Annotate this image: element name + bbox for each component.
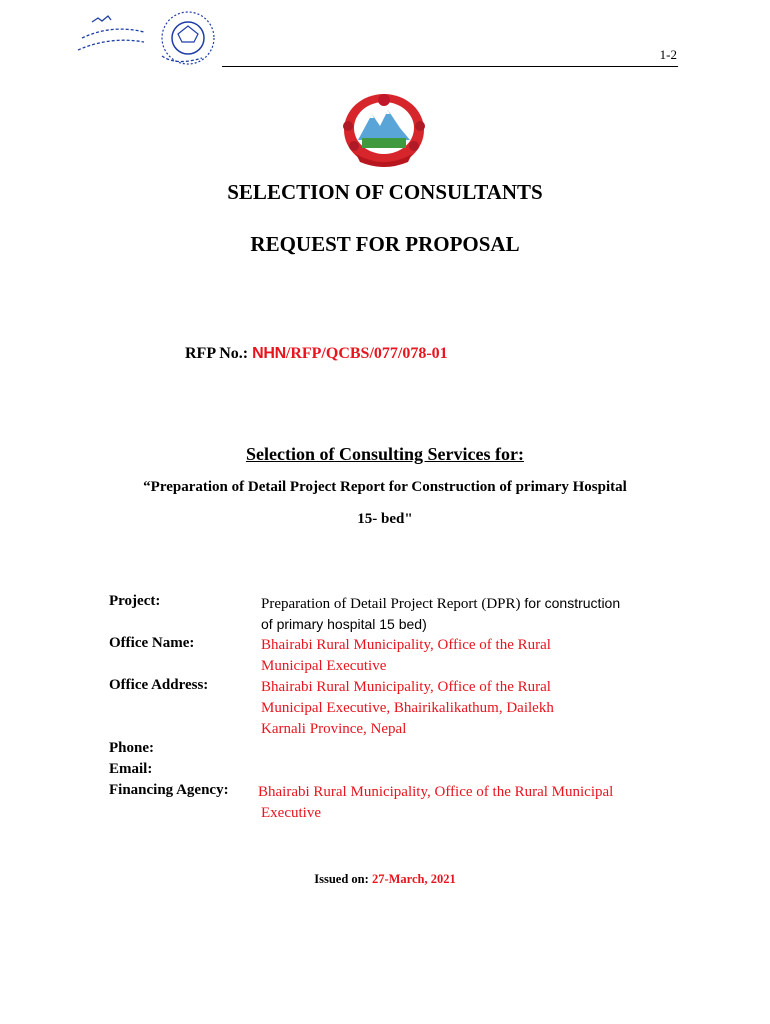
rfp-value-prefix: NHN — [252, 345, 286, 362]
office-address-line1: Bhairabi Rural Municipality, Office of the Rural — [261, 679, 551, 695]
project-value-line2: of primary hospital 15 bed) — [261, 616, 427, 632]
issued-on-line — [0, 872, 770, 887]
services-heading: Selection of Consulting Services for: — [246, 444, 524, 464]
office-name-line2: Municipal Executive — [261, 658, 387, 674]
issued-on-date: 27-March, 2021 — [371, 872, 456, 886]
nepal-coat-of-arms-icon — [340, 88, 428, 172]
rfp-number-line — [185, 345, 448, 363]
phone-label: Phone: — [109, 740, 154, 756]
header-divider — [222, 66, 678, 67]
office-address-label: Office Address: — [109, 677, 209, 693]
rfp-label: RFP No.: — [185, 345, 249, 362]
financing-agency-label: Financing Agency: — [109, 782, 229, 798]
page-number: 1-2 — [659, 47, 677, 62]
project-value — [261, 593, 620, 615]
project-label: Project: — [109, 593, 161, 609]
financing-agency-line2: Executive — [261, 805, 321, 821]
project-value-part1: Preparation of Detail Project Report (DPR) — [261, 596, 521, 612]
office-name-line1: Bhairabi Rural Municipality, Office of the Rural — [261, 637, 551, 653]
municipality-stamp-logo — [70, 8, 230, 70]
email-label: Email: — [109, 761, 153, 777]
office-address-line2: Municipal Executive, Bhairikalikathum, Dailekh — [261, 700, 554, 716]
assignment-title-line1: “Preparation of Detail Project Report for Construction of primary Hospital — [143, 479, 627, 495]
document-title: SELECTION OF CONSULTANTS — [227, 180, 543, 204]
issued-on-label: Issued on: — [314, 872, 369, 886]
assignment-title-line2: 15- bed" — [357, 511, 413, 527]
project-value-part2: for construction — [520, 595, 621, 611]
office-address-line3: Karnali Province, Nepal — [261, 721, 407, 737]
rfp-value-rest: /RFP/QCBS/077/078-01 — [285, 345, 448, 362]
financing-agency-line1: Bhairabi Rural Municipality, Office of the Rural Municipal — [258, 784, 614, 800]
office-name-label: Office Name: — [109, 635, 195, 651]
document-subtitle: REQUEST FOR PROPOSAL — [250, 232, 520, 256]
